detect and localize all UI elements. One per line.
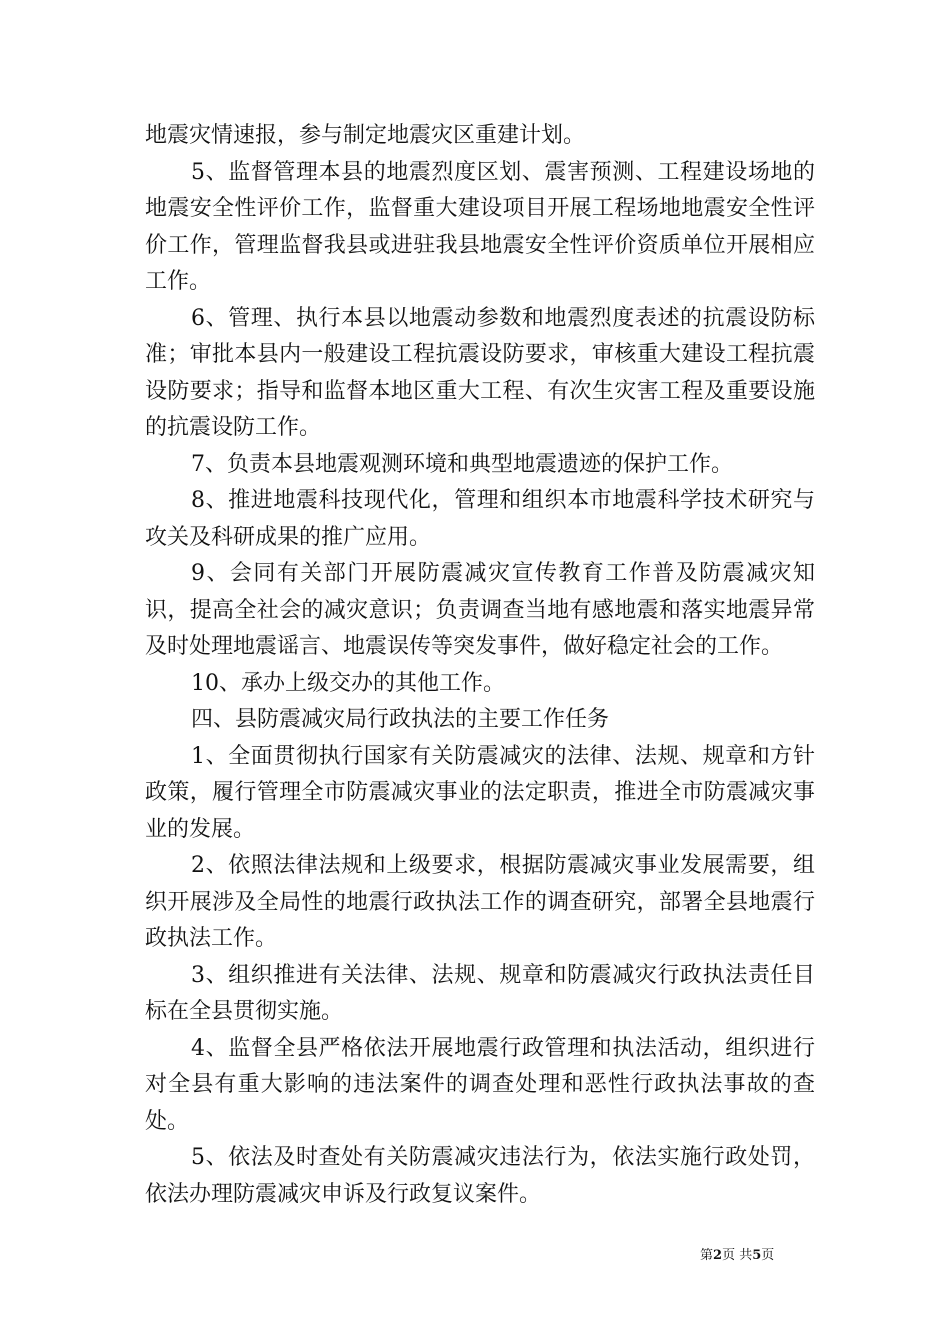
paragraph: 5、监督管理本县的地震烈度区划、震害预测、工程建设场地的地震安全性评价工作，监督重大建设项目开展工程场地地震安全性评价工作，管理监督我县或进驻我县地震安全性评价资质单位开展相应工作。 [145,159,815,294]
paragraph: 2、依照法律法规和上级要求，根据防震减灾事业发展需要，组织开展涉及全局性的地震行政执法工作的调查研究，部署全县地震行政执法工作。 [145,853,815,951]
paragraph: 8、推进地震科技现代化，管理和组织本市地震科学技术研究与攻关及科研成果的推广应用。 [145,488,815,550]
page-footer [700,1248,774,1264]
paragraph: 地震灾情速报，参与制定地震灾区重建计划。 [145,123,586,148]
footer-middle: 页 共 [722,1248,753,1263]
section-heading: 四、县防震减灾局行政执法的主要工作任务 [191,707,610,732]
paragraph: 10、承办上级交办的其他工作。 [191,670,505,696]
current-page-number: 2 [713,1248,723,1263]
footer-prefix: 第 [700,1248,714,1263]
paragraph: 6、管理、执行本县以地震动参数和地震烈度表述的抗震设防标准；审批本县内一般建设工程抗震设防要求，审核重大建设工程抗震设防要求；指导和监督本地区重大工程、有次生灾害工程及重要设施的抗震设防工作。 [145,305,815,440]
paragraph: 4、监督全县严格依法开展地震行政管理和执法活动，组织进行对全县有重大影响的违法案件的调查处理和恶性行政执法事故的查处。 [145,1035,815,1134]
paragraph: 1、全面贯彻执行国家有关防震减灾的法律、法规、规章和方针政策，履行管理全市防震减灾事业的法定职责，推进全市防震减灾事业的发展。 [145,743,815,842]
paragraph: 7、负责本县地震观测环境和典型地震遗迹的保护工作。 [191,451,733,477]
total-page-count: 5 [752,1248,762,1263]
paragraph: 5、依法及时查处有关防震减灾违法行为，依法实施行政处罚，依法办理防震减灾申诉及行政复议案件。 [145,1145,815,1207]
footer-suffix: 页 [761,1248,775,1263]
paragraph: 3、组织推进有关法律、法规、规章和防震减灾行政执法责任目标在全县贯彻实施。 [145,962,815,1024]
paragraph: 9、会同有关部门开展防震减灾宣传教育工作普及防震减灾知识，提高全社会的减灾意识；负责调查当地有感地震和落实地震异常及时处理地震谣言、地震误传等突发事件，做好稳定社会的工作。 [145,561,815,659]
body-text [145,118,815,1213]
